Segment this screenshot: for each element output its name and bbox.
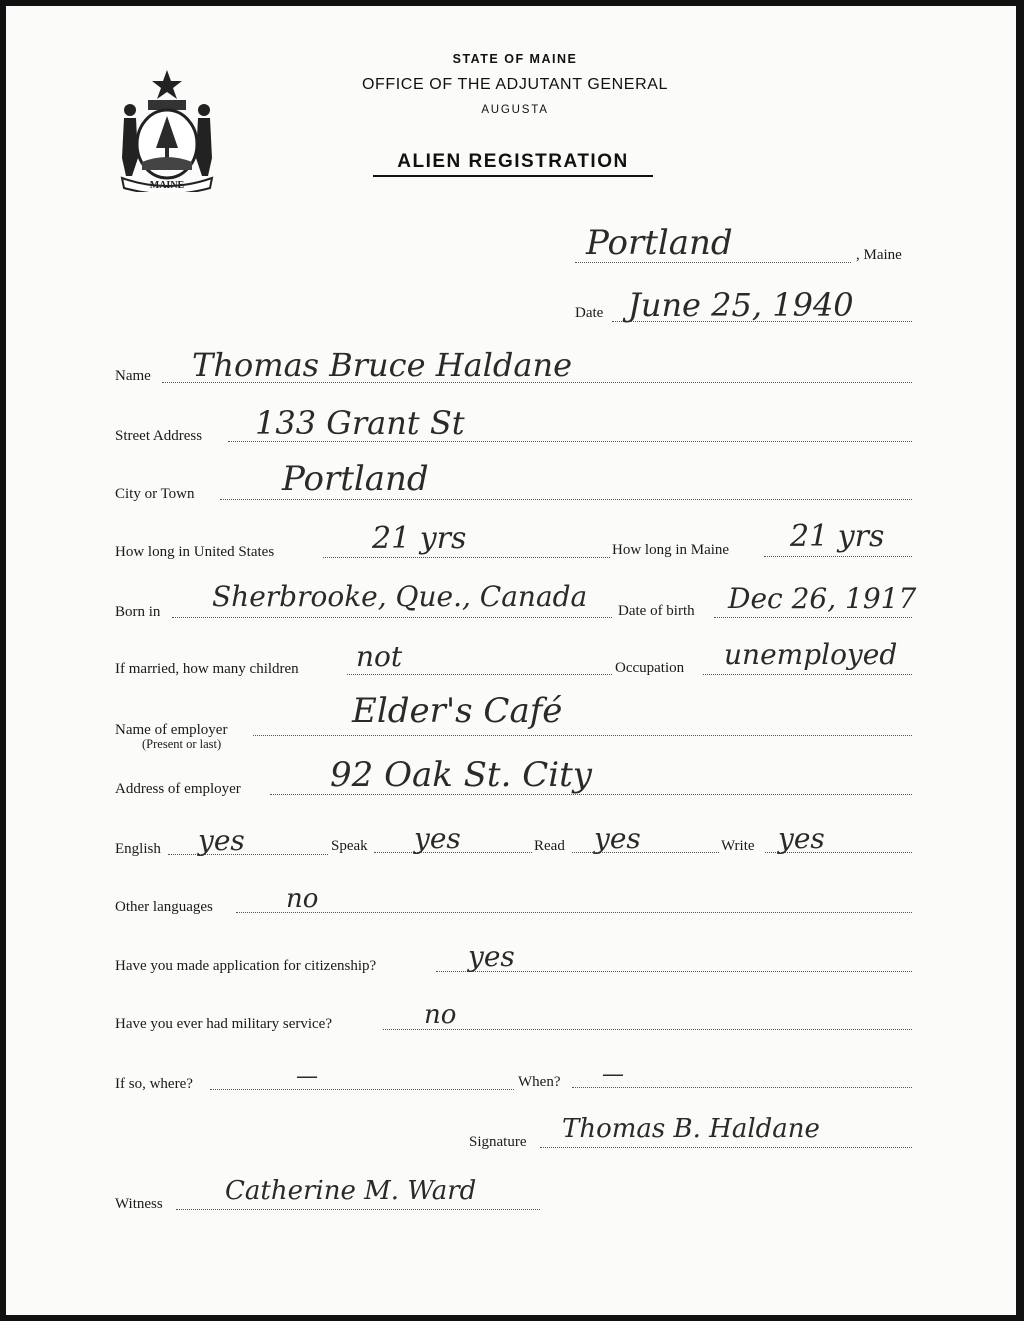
english-entry: yes	[198, 824, 245, 857]
born-in-line	[172, 617, 612, 618]
header-city: AUGUSTA	[481, 104, 549, 116]
military-entry: no	[424, 1000, 457, 1030]
date-entry: June 25, 1940	[628, 286, 854, 324]
how-long-us-label: How long in United States	[115, 544, 275, 560]
if-so-where-line	[210, 1089, 514, 1090]
married-children-entry: not	[356, 640, 403, 673]
city-label: City or Town	[115, 486, 195, 502]
svg-text:MAINE: MAINE	[149, 180, 185, 191]
how-long-maine-entry: 21 yrs	[790, 519, 885, 554]
street-address-entry: 133 Grant St	[255, 404, 465, 442]
how-long-us-entry: 21 yrs	[372, 521, 467, 556]
english-label: English	[115, 841, 161, 857]
occupation-entry: unemployed	[724, 638, 898, 671]
witness-entry: Catherine M. Ward	[225, 1176, 477, 1206]
other-languages-line	[236, 912, 912, 913]
employer-note: (Present or last)	[142, 737, 222, 751]
other-languages-label: Other languages	[115, 899, 213, 915]
header-office: OFFICE OF THE ADJUTANT GENERAL	[361, 76, 669, 93]
witness-label: Witness	[115, 1196, 163, 1212]
signature-line	[540, 1147, 912, 1148]
read-entry: yes	[594, 822, 641, 855]
write-entry: yes	[778, 822, 825, 855]
married-children-line	[347, 674, 612, 675]
if-so-where-label: If so, where?	[115, 1076, 193, 1092]
how-long-us-line	[323, 557, 610, 558]
witness-line	[176, 1209, 540, 1210]
english-line	[168, 854, 328, 855]
header-state: STATE OF MAINE	[452, 52, 578, 66]
how-long-maine-line	[764, 556, 912, 557]
how-long-maine-label: How long in Maine	[612, 542, 730, 558]
place-suffix-label: , Maine	[856, 247, 902, 263]
occupation-label: Occupation	[615, 660, 685, 676]
employer-address-label: Address of employer	[115, 781, 241, 797]
place-entry: Portland	[586, 223, 733, 263]
military-line	[383, 1029, 912, 1030]
date-label: Date	[575, 305, 604, 321]
name-entry: Thomas Bruce Haldane	[192, 346, 573, 384]
when-label: When?	[518, 1074, 561, 1090]
occupation-line	[703, 674, 912, 675]
date-of-birth-line	[714, 617, 912, 618]
maine-state-seal	[112, 66, 222, 192]
employer-name-entry: Elder's Café	[352, 691, 563, 731]
city-entry: Portland	[282, 459, 429, 499]
employer-name-line	[253, 735, 912, 736]
speak-entry: yes	[414, 822, 461, 855]
read-label: Read	[534, 838, 565, 854]
date-of-birth-label: Date of birth	[618, 603, 695, 619]
other-languages-entry: no	[286, 884, 319, 914]
born-in-entry: Sherbrooke, Que., Canada	[212, 580, 588, 613]
employer-name-label: Name of employer	[115, 722, 228, 738]
military-label: Have you ever had military service?	[115, 1016, 332, 1032]
when-entry: —	[602, 1062, 624, 1087]
employer-address-entry: 92 Oak St. City	[330, 755, 592, 795]
name-label: Name	[115, 368, 151, 384]
date-of-birth-entry: Dec 26, 1917	[728, 582, 917, 615]
if-so-where-entry: —	[296, 1064, 318, 1089]
signature-entry: Thomas B. Haldane	[562, 1114, 820, 1144]
married-children-label: If married, how many children	[115, 661, 299, 677]
signature-label: Signature	[469, 1134, 527, 1150]
speak-label: Speak	[331, 838, 368, 854]
city-line	[220, 499, 912, 500]
write-label: Write	[721, 838, 755, 854]
citizenship-entry: yes	[468, 940, 515, 973]
form-title: ALIEN REGISTRATION	[373, 151, 653, 177]
street-address-label: Street Address	[115, 428, 203, 444]
born-in-label: Born in	[115, 604, 161, 620]
citizenship-label: Have you made application for citizenship?	[115, 958, 377, 974]
